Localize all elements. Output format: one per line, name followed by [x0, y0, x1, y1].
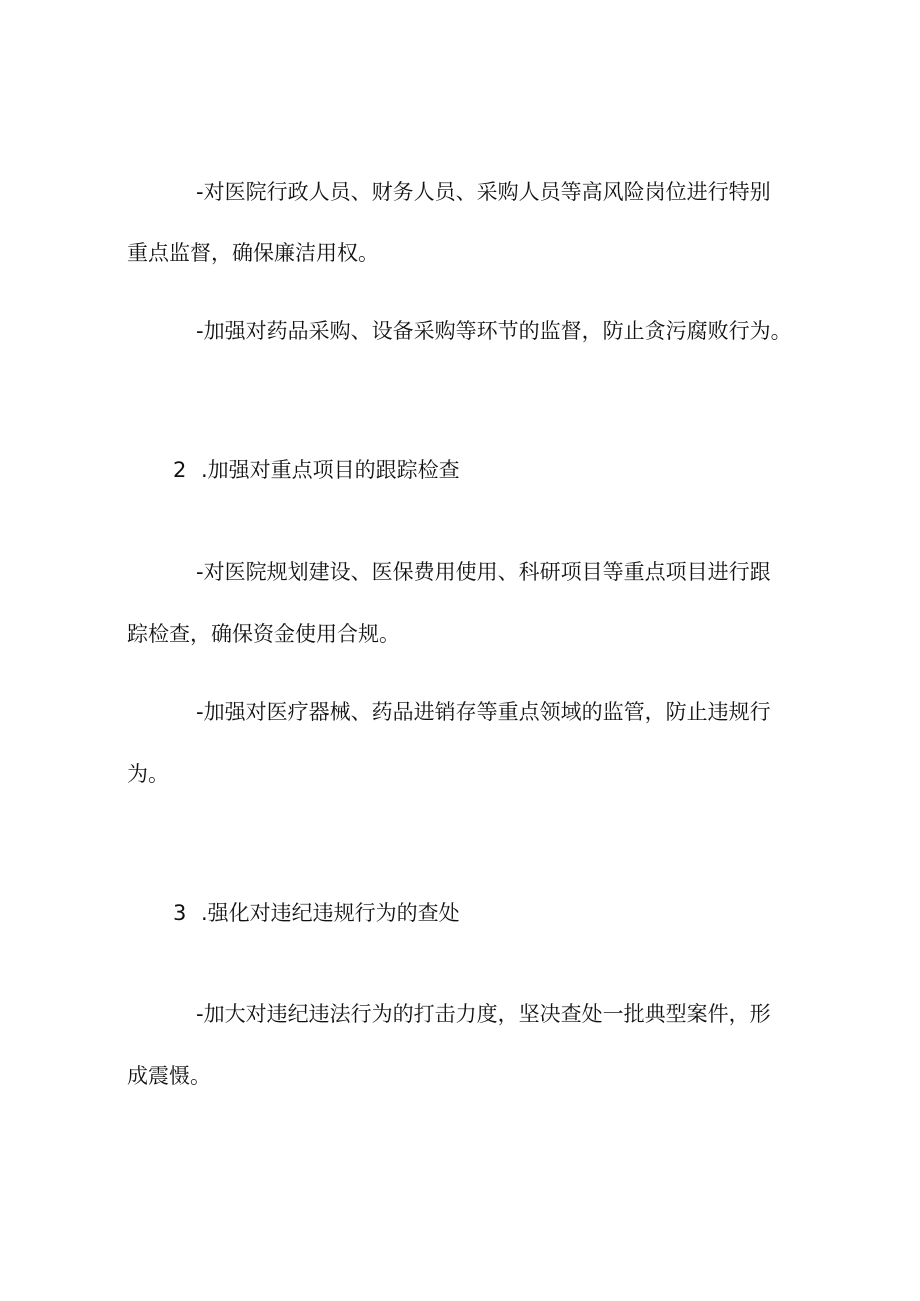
section-number: 3	[173, 901, 187, 925]
section-heading	[173, 456, 460, 484]
section-title: .加强对重点项目的跟踪检查	[201, 458, 460, 482]
paragraph-line: 重点监督，确保廉洁用权。	[127, 241, 379, 265]
paragraph-line: 为。	[127, 762, 169, 786]
paragraph-line: -加强对医疗器械、药品进销存等重点领域的监管，防止违规行	[196, 700, 771, 724]
section-number: 2	[173, 458, 187, 482]
paragraph-line: 成震慑。	[127, 1064, 211, 1088]
paragraph-line: -对医院规划建设、医保费用使用、科研项目等重点项目进行跟	[196, 560, 771, 584]
paragraph-line: -对医院行政人员、财务人员、采购人员等高风险岗位进行特别	[196, 180, 771, 204]
section-title: .强化对违纪违规行为的查处	[201, 901, 460, 925]
paragraph-line: -加大对违纪违法行为的打击力度，坚决查处一批典型案件，形	[196, 1002, 771, 1026]
paragraph-line: -加强对药品采购、设备采购等环节的监督，防止贪污腐败行为。	[196, 319, 792, 343]
paragraph-line: 踪检查，确保资金使用合规。	[127, 622, 400, 646]
section-heading	[173, 899, 460, 927]
